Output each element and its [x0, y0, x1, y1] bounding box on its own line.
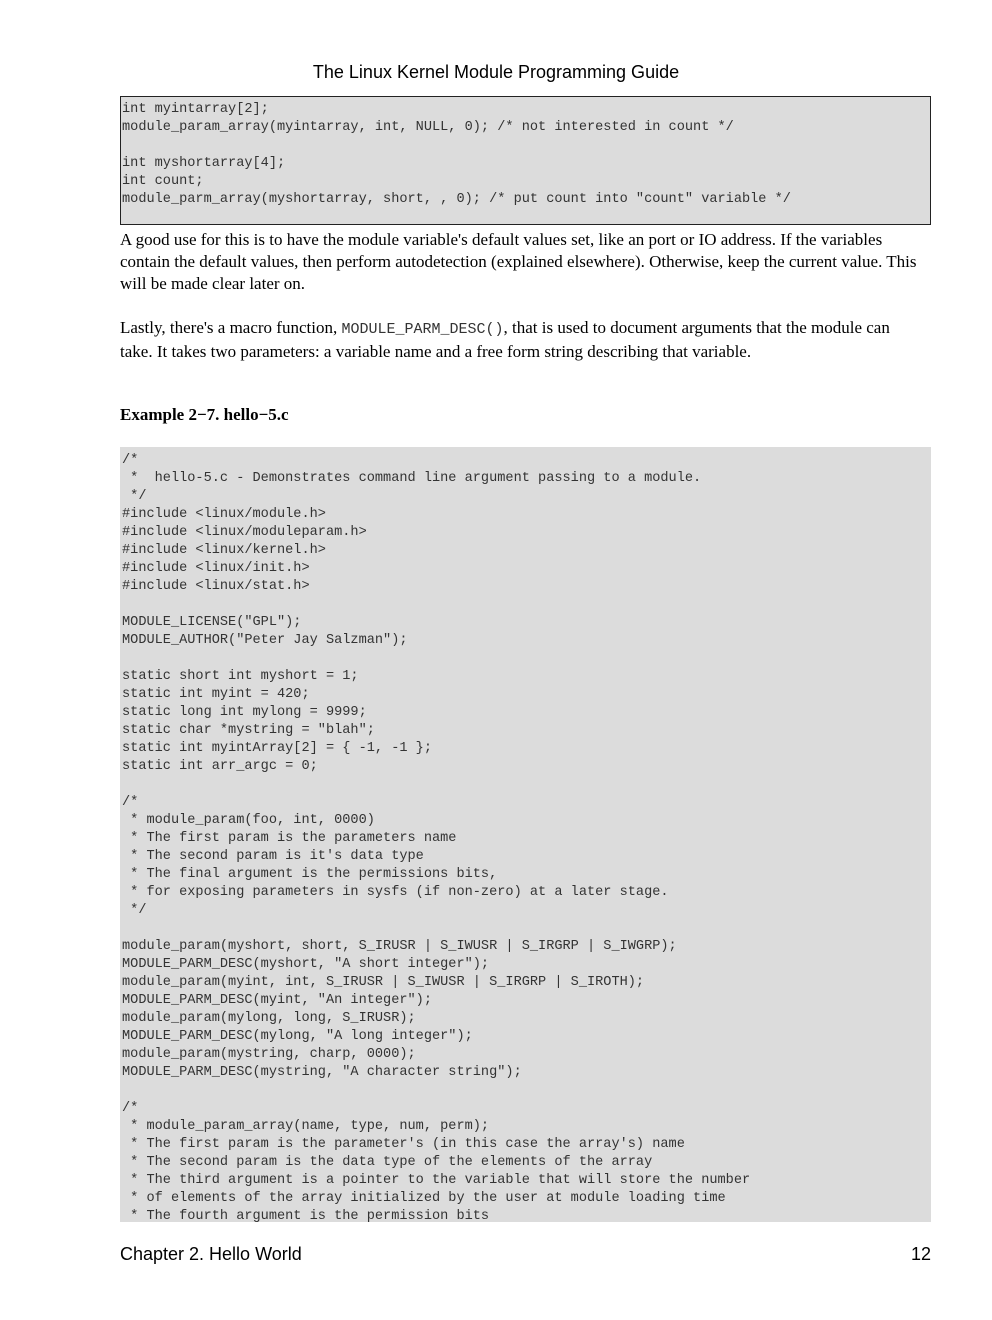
- code-listing: /* * hello-5.c - Demonstrates command line argument passing to a module. */ #include <linux/module.h> #include <linux/moduleparam.h> #include <linux/kernel.h> #include <linux/init.h> #include <linux/stat.h> MODULE_LICENSE("GPL"); MODULE_AUTHOR("Peter Jay Salzman"); static short int myshort = 1; static int myint = 420; static long int mylong = 9999; static char *mystring = "blah"; static int myintArray[2] = { -1, -1 }; static int arr_argc = 0; /* * module_param(foo, int, 0000) * The first param is the parameters name * The second param is it's data type * The final argument is the permissions bits, * for exposing parameters in sysfs (if non-zero) at a later stage. */ module_param(myshort, short, S_IRUSR | S_IWUSR | S_IRGRP | S_IWGRP); MODULE_PARM_DESC(myshort, "A short integer"); module_param(myint, int, S_IRUSR | S_IWUSR | S_IRGRP | S_IROTH); MODULE_PARM_DESC(myint, "An integer"); module_param(mylong, long, S_IRUSR); MODULE_PARM_DESC(mylong, "A long integer"); module_param(mystring, charp, 0000); MODULE_PARM_DESC(mystring, "A character string"); /* * module_param_array(name, type, num, perm); * The first param is the parameter's (in this case the array's) name * The second param is the data type of the elements of the array * The third argument is a pointer to the variable that will store the number * of elements of the array initialized by the user at module loading time * The fourth argument is the permission bits: [122, 453, 751, 1222]
- code-listing: int myintarray[2]; module_param_array(myintarray, int, NULL, 0); /* not interested in count */ int myshortarray[4]; int count; module_parm_array(myshortarray, short, , 0); /* put count into "count" variable */: [122, 102, 791, 207]
- page-number: 12: [910, 1244, 931, 1264]
- paragraph-default-values: A good use for this is to have the module variable's default values set, like an port or IO address. If the variables contain the default values, then perform autodetection (explained elsewhere). Otherwise, keep the current value. This will be made clear later on.: [120, 230, 917, 293]
- inline-code-macro: MODULE_PARM_DESC(): [341, 321, 504, 338]
- example-title: Example 2−7. hello−5.c: [120, 405, 289, 424]
- page-header: The Linux Kernel Module Programming Guide: [312, 62, 680, 82]
- footer-chapter: Chapter 2. Hello World: [120, 1244, 302, 1264]
- paragraph-text-after: , that is used to document arguments that the module can take. It takes two parameters: a variable name and a free form string describing that variable.: [120, 318, 890, 361]
- paragraph-text-before: Lastly, there's a macro function,: [120, 318, 342, 337]
- code-block-array-params: [120, 96, 931, 225]
- paragraph-parm-desc: [120, 317, 920, 363]
- page-footer: [120, 1242, 931, 1266]
- code-block-hello-5: [120, 447, 931, 1222]
